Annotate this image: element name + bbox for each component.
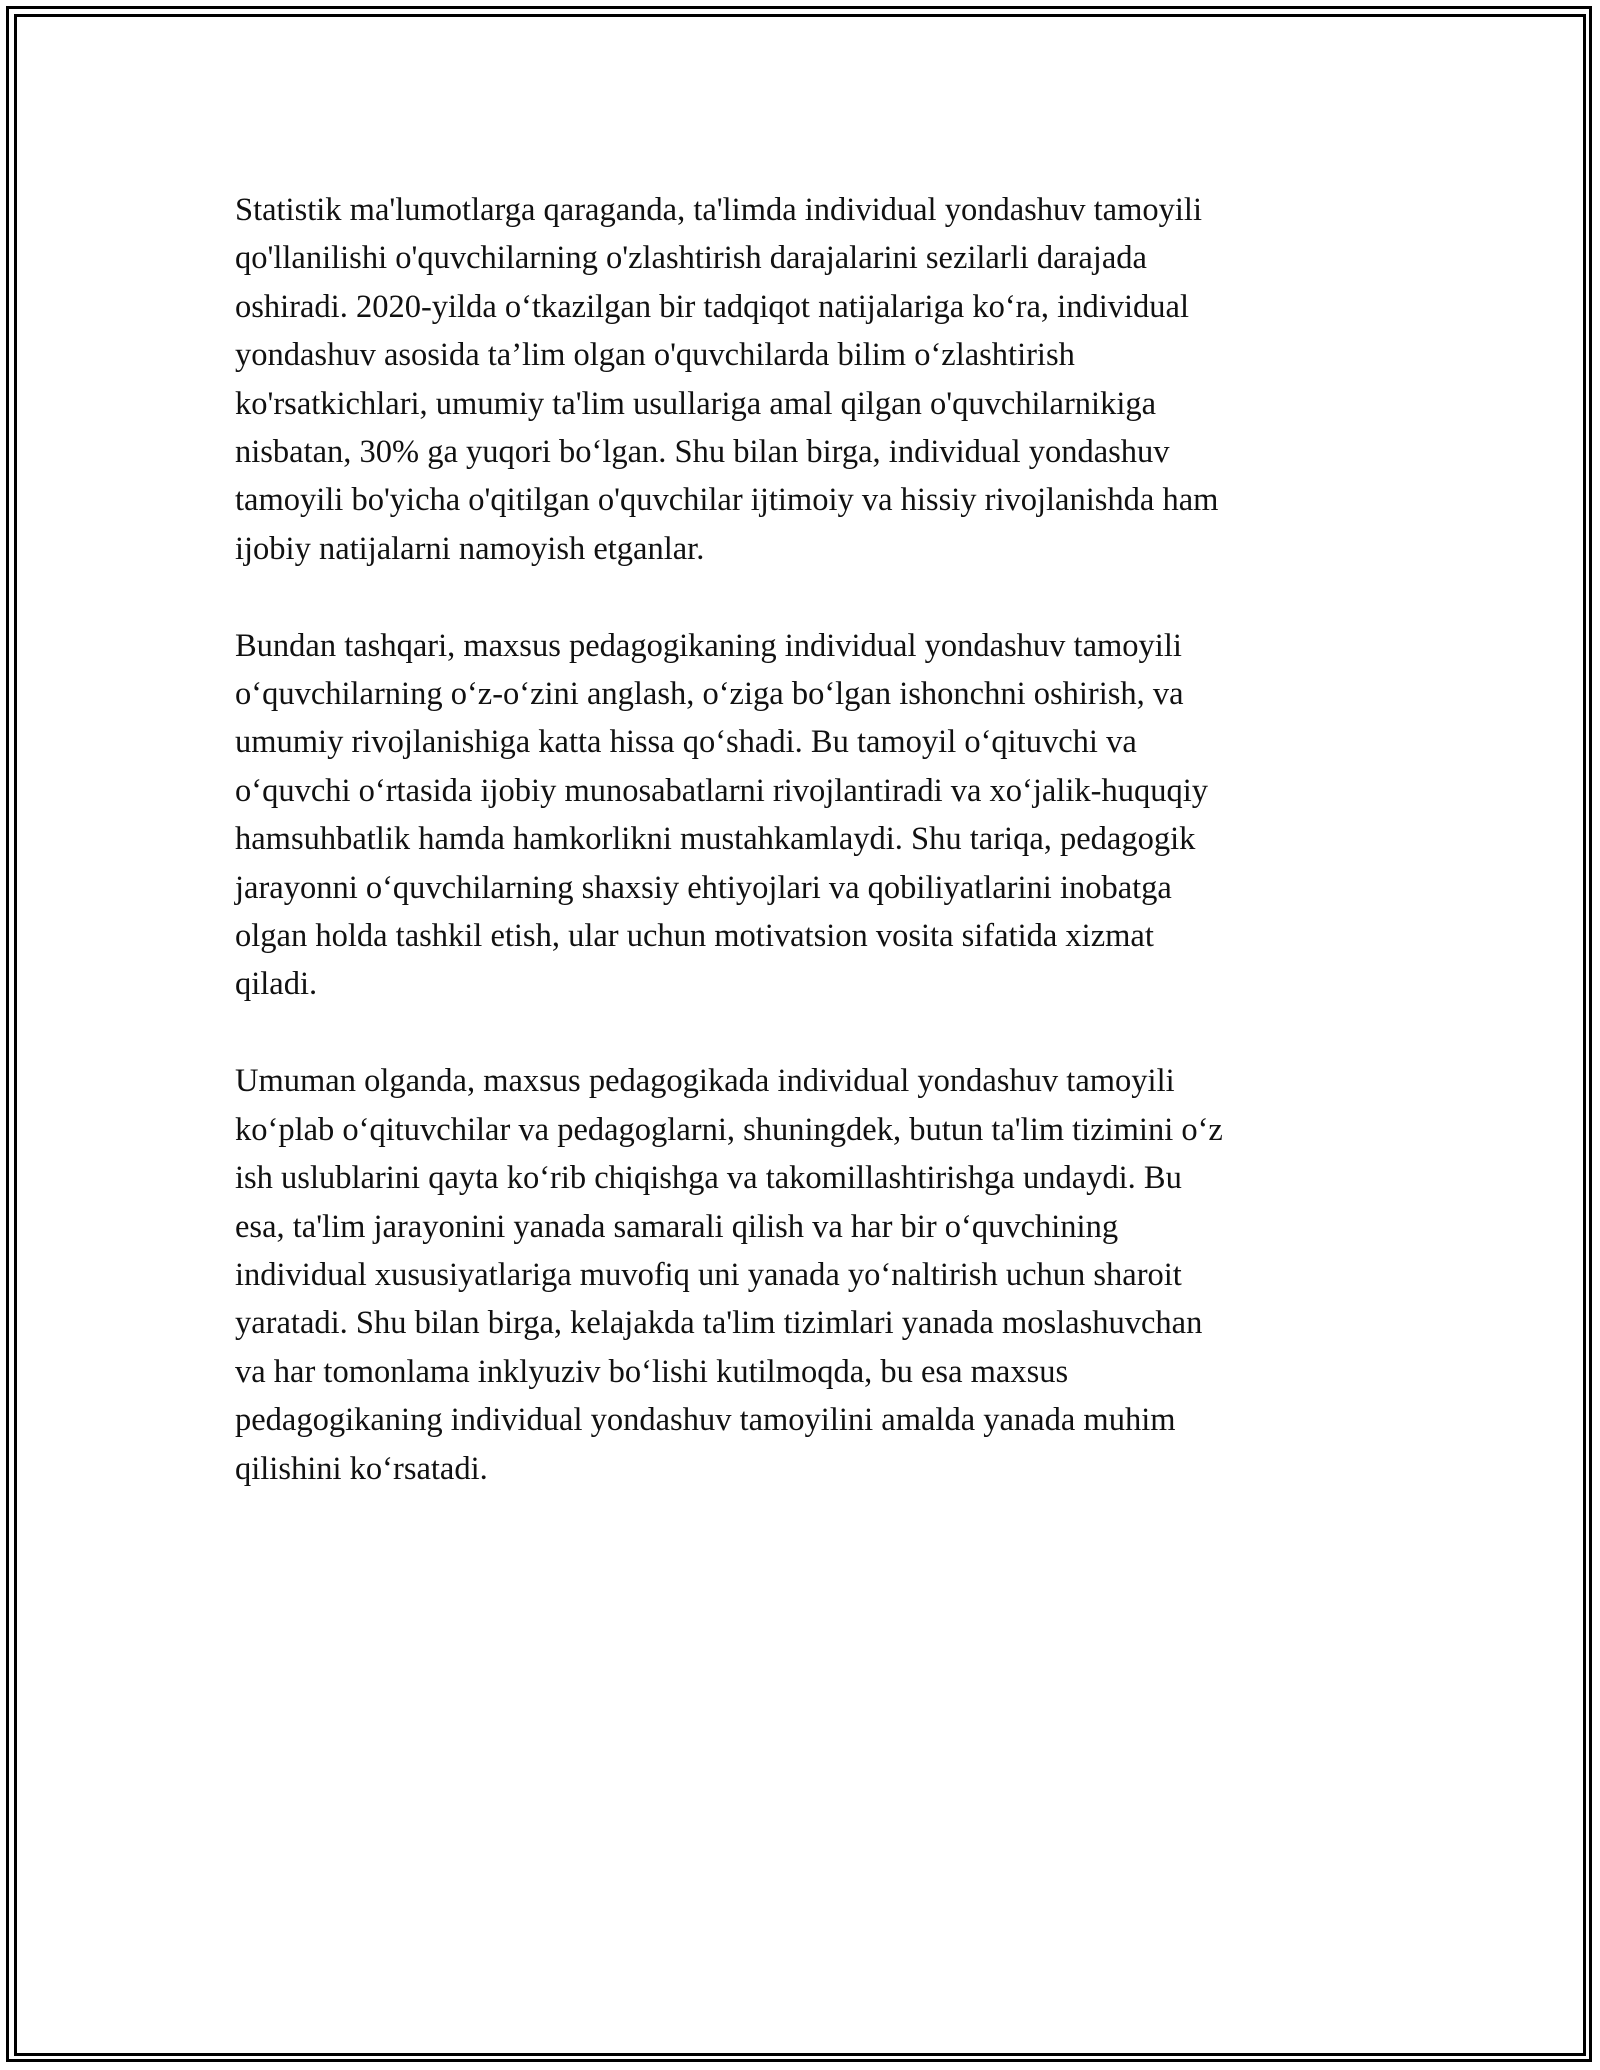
paragraph-2: Bundan tashqari, maxsus pedagogikaning individual yondashuv tamoyili o‘quvchilarning o‘z-o‘zini anglash, o‘ziga bo‘lgan ishonchni oshirish, va umumiy rivojlanishiga katta hissa qo‘shadi. Bu tamoyil o‘qituvchi va o‘quvchi o‘rtasida ijobiy munosabatlarni rivojlantiradi va xo‘jalik-huquqiy hamsuhbatlik hamda hamkorlikni mustahkamlaydi. Shu tariqa, pedagogik jarayonni o‘quvchilarning shaxsiy ehtiyojlari va qobiliyatlarini inobatga olgan holda tashkil etish, ular uchun motivatsion vosita sifatida xizmat qiladi. [235, 627, 1208, 1003]
paragraph-1: Statistik ma'lumotlarga qaraganda, ta'limda individual yondashuv tamoyili qo'llanilishi o'quvchilarning o'zlashtirish darajalarini sezilarli darajada oshiradi. 2020-yilda o‘tkazilgan bir tadqiqot natijalariga ko‘ra, individual yondashuv asosida ta’lim olgan o'quvchilarda bilim o‘zlashtirish ko'rsatkichlari, umumiy ta'lim usullariga amal qilgan o'quvchilarnikiga nisbatan, 30% ga yuqori bo‘lgan. Shu bilan birga, individual yondashuv tamoyili bo'yicha o'qitilgan o'quvchilar ijtimoiy va hissiy rivojlanishda ham ijobiy natijalarni namoyish etganlar. [235, 192, 1219, 567]
paragraph-3: Umuman olganda, maxsus pedagogikada individual yondashuv tamoyili ko‘plab o‘qituvchilar va pedagoglarni, shuningdek, butun ta'lim tizimini o‘z ish uslublarini qayta ko‘rib chiqishga va takomillashtirishga undaydi. Bu esa, ta'lim jarayonini yanada samarali qilish va har bir o‘quvchining individual xususiyatlariga muvofiq uni yanada yo‘naltirish uchun sharoit yaratadi. Shu bilan birga, kelajakda ta'lim tizimlari yanada moslashuvchan va har tomonlama inklyuziv bo‘lishi kutilmoqda, bu esa maxsus pedagogikaning individual yondashuv tamoyilini amalda yanada muhim qilishini ko‘rsatadi. [235, 1063, 1223, 1487]
document-body [235, 186, 1355, 1541]
